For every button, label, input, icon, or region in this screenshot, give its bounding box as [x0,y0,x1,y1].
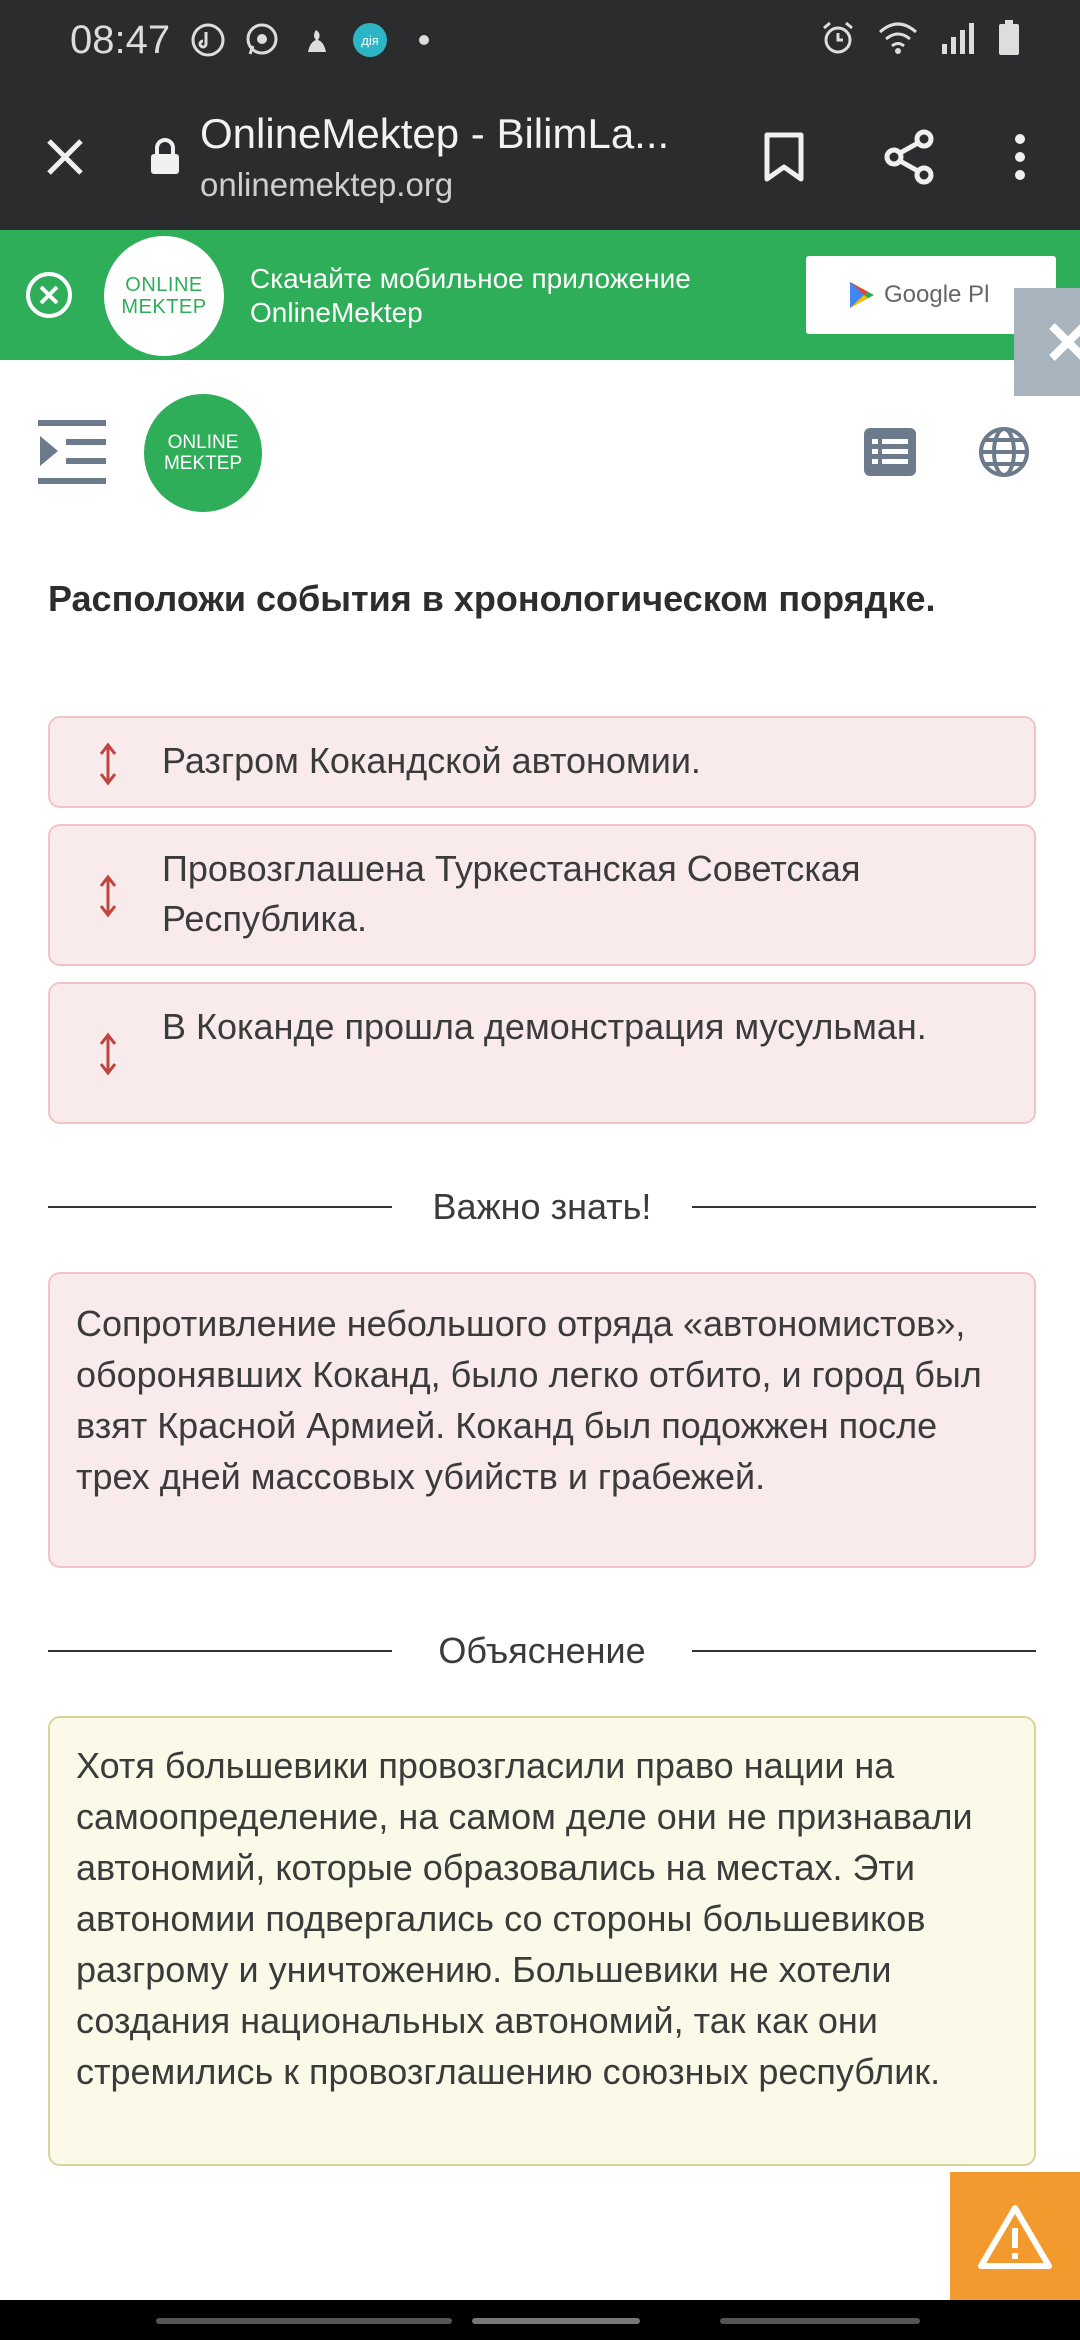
browser-toolbar [0,84,1080,230]
share-button[interactable] [876,124,942,190]
lock-icon [148,136,182,176]
notification-icons [188,20,444,60]
list-icon [864,428,916,476]
drag-handle-icon[interactable] [98,742,118,786]
site-logo-line2: MEKTEP [163,453,243,474]
report-problem-button[interactable] [950,2172,1080,2302]
app-download-banner [0,230,1080,360]
music-icon [188,20,228,60]
banner-logo [104,236,224,356]
close-tab-button[interactable] [34,126,96,188]
sortable-item-text: Разгром Кокандской автономии. [162,740,701,781]
wifi-icon [878,20,918,56]
dia-icon [350,20,390,60]
warning-icon [978,2204,1052,2270]
svg-text:дія: дія [361,33,379,48]
sortable-item[interactable] [48,824,1036,966]
divider-line [692,1650,1036,1652]
bookmark-button[interactable] [756,124,812,190]
banner-text: Скачайте мобильное приложение OnlineMektep [250,263,691,328]
sidebar-menu-button[interactable] [38,420,106,484]
system-icons [820,20,1020,56]
important-label: Важно знать! [432,1186,652,1227]
page-title[interactable]: OnlineMektep - BilimLa... [200,110,670,157]
page-url[interactable]: onlinemektep.org [200,166,454,203]
signal-icon [940,20,976,56]
bookmark-icon [763,132,805,182]
sortable-item[interactable] [48,982,1036,1124]
more-menu-button[interactable] [1000,124,1040,190]
important-divider [48,1182,1036,1232]
app-icon [296,20,336,60]
explanation-text: Хотя большевики провозгласили право нации на самоопределение, на самом деле они не признавали автономий, которые образовались на местах. Эти автономии подвергались со стороны большевиков разгрому и уничтожению. Большевики не хотели создания национальных автономий, так как они стремились к провозглашению союзных республик. [48,1716,1036,2166]
google-play-label: Google Pl [884,281,990,308]
task-list-button[interactable] [864,428,916,476]
alarm-icon [820,20,856,56]
google-play-icon [848,280,876,310]
whatsapp-icon [242,20,282,60]
more-vert-icon [1013,132,1027,182]
close-icon [1046,320,1080,364]
explanation-label: Объяснение [438,1630,646,1671]
battery-icon [998,20,1020,56]
language-button[interactable] [978,426,1030,478]
divider-line [692,1206,1036,1208]
nav-gesture-hint [720,2318,920,2324]
banner-logo-line1: ONLINE [125,274,203,296]
menu-indent-icon [38,420,106,484]
banner-logo-line2: MEKTEP [121,296,207,318]
site-logo-line1: ONLINE [167,432,239,453]
sortable-item-text: В Коканде прошла демонстрация мусульман. [162,1006,927,1047]
status-bar [0,0,1080,84]
drag-handle-icon[interactable] [98,1032,118,1076]
important-note: Сопротивление небольшого отряда «автономистов», оборонявших Коканд, было легко отбито, и город был взят Красной Армией. Коканд был подожжен после трех дней массовых убийств и грабежей. [48,1272,1036,1568]
sortable-item-text: Провозглашена Туркестанская Советская Республика. [162,848,861,939]
drag-handle-icon[interactable] [98,874,118,918]
explanation-divider [48,1626,1036,1676]
banner-close-button[interactable] [24,270,74,320]
dismiss-banner-button[interactable] [1014,288,1080,396]
close-circle-icon [24,270,74,320]
close-icon [45,137,85,177]
system-navigation-bar [0,2300,1080,2340]
nav-gesture-hint [156,2318,452,2324]
home-handle[interactable] [472,2318,640,2324]
share-icon [882,129,936,185]
sortable-item[interactable] [48,716,1036,808]
site-logo[interactable] [144,394,262,512]
question-title: Расположи события в хронологическом порядке. [48,578,936,619]
globe-icon [978,426,1030,478]
dot-icon [404,20,444,60]
status-time: 08:47 [70,18,171,62]
